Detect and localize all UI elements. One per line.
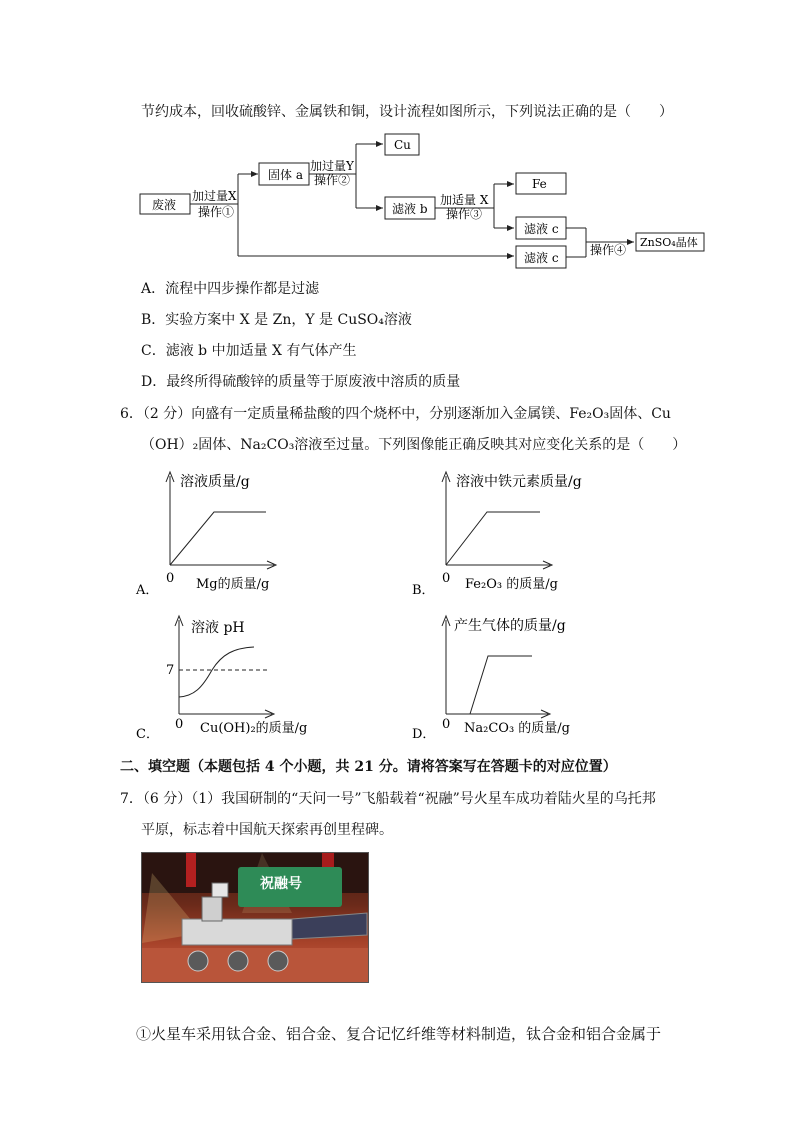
- graph-d-xlabel: Na₂CO₃ 的质量/g: [464, 721, 570, 736]
- filtrate-c1-label: 滤液 c: [524, 222, 559, 236]
- graph-a: [134, 462, 384, 602]
- graph-d-curve: [446, 656, 532, 714]
- graph-b-ylabel: 溶液中铁元素质量/g: [456, 474, 582, 490]
- graph-c-letter: C．: [136, 727, 159, 742]
- graph-c-ylabel: 溶液 pH: [191, 620, 245, 636]
- add-x1-label: 加过量X: [192, 189, 237, 203]
- graph-c-mark: 7: [166, 663, 175, 678]
- graph-c-curve: [179, 647, 254, 697]
- graph-a-letter: A．: [136, 583, 159, 598]
- add-x2-label: 加适量 X: [440, 193, 489, 207]
- fe-label: Fe: [532, 177, 547, 191]
- add-y-label: 加过量Y: [310, 159, 354, 173]
- q5-option-d: D．最终所得硫酸锌的质量等于原废液中溶质的质量: [141, 374, 461, 390]
- q5-option-a: A．流程中四步操作都是过滤: [141, 281, 320, 297]
- zhurong-rover-photo: [141, 852, 369, 983]
- op4-label: 操作④: [590, 243, 627, 257]
- cu-label: Cu: [394, 138, 411, 152]
- graph-d-ylabel: 产生气体的质量/g: [454, 618, 566, 634]
- solid-a-label: 固体 a: [268, 168, 303, 182]
- q6-stem-line1: 6．（2 分）向盛有一定质量稀盐酸的四个烧杯中，分别逐渐加入金属镁、Fe₂O₃固体、Cu: [120, 406, 671, 422]
- graph-a-ylabel: 溶液质量/g: [180, 474, 250, 490]
- section2-heading: 二、填空题（本题包括 4 个小题，共 21 分。请将答案写在答题卡的对应位置）: [120, 759, 617, 775]
- graph-a-origin: 0: [166, 571, 175, 586]
- op2-label: 操作②: [314, 173, 351, 187]
- q7-line1: 7．（6 分）（1）我国研制的“天问一号”飞船载着“祝融”号火星车成功着陆火星的乌托邦: [120, 791, 656, 807]
- graph-b: [410, 462, 660, 602]
- graph-b-letter: B．: [412, 583, 435, 598]
- q7-sub1: ①火星车采用钛合金、铝合金、复合记忆纤维等材料制造，钛合金和铝合金属于: [136, 1025, 662, 1043]
- graph-c-origin: 0: [175, 717, 184, 732]
- graph-c: [134, 610, 384, 745]
- filtrate-c2-label: 滤液 c: [524, 251, 559, 265]
- q5-stem: 节约成本，回收硫酸锌、金属铁和铜，设计流程如图所示，下列说法正确的是（ ）: [141, 104, 673, 120]
- flow-chart: [130, 128, 720, 273]
- waste-label: 废液: [152, 198, 177, 212]
- graph-b-curve: [446, 512, 540, 565]
- filtrate-b-label: 滤液 b: [392, 202, 428, 216]
- op1-label: 操作①: [198, 205, 235, 219]
- graph-d-letter: D．: [412, 727, 436, 742]
- q7-line2: 平原，标志着中国航天探索再创里程碑。: [141, 822, 393, 838]
- photo-caption: 祝融号: [260, 876, 302, 892]
- graph-c-xlabel: Cu(OH)₂的质量/g: [200, 721, 308, 736]
- graph-a-curve: [170, 512, 266, 565]
- graph-b-xlabel: Fe₂O₃ 的质量/g: [465, 577, 558, 592]
- graph-d: [410, 610, 660, 745]
- q5-option-c: C．滤液 b 中加适量 X 有气体产生: [141, 343, 357, 359]
- q6-stem-line2: （OH）₂固体、Na₂CO₃溶液至过量。下列图像能正确反映其对应变化关系的是（ ）: [141, 437, 687, 453]
- graph-d-origin: 0: [442, 717, 451, 732]
- graph-a-xlabel: Mg的质量/g: [196, 577, 270, 592]
- graph-b-origin: 0: [442, 571, 451, 586]
- op3-label: 操作③: [446, 207, 483, 221]
- znso4-label: ZnSO₄晶体: [640, 236, 698, 249]
- q5-option-b: B．实验方案中 X 是 Zn，Y 是 CuSO₄溶液: [141, 312, 412, 328]
